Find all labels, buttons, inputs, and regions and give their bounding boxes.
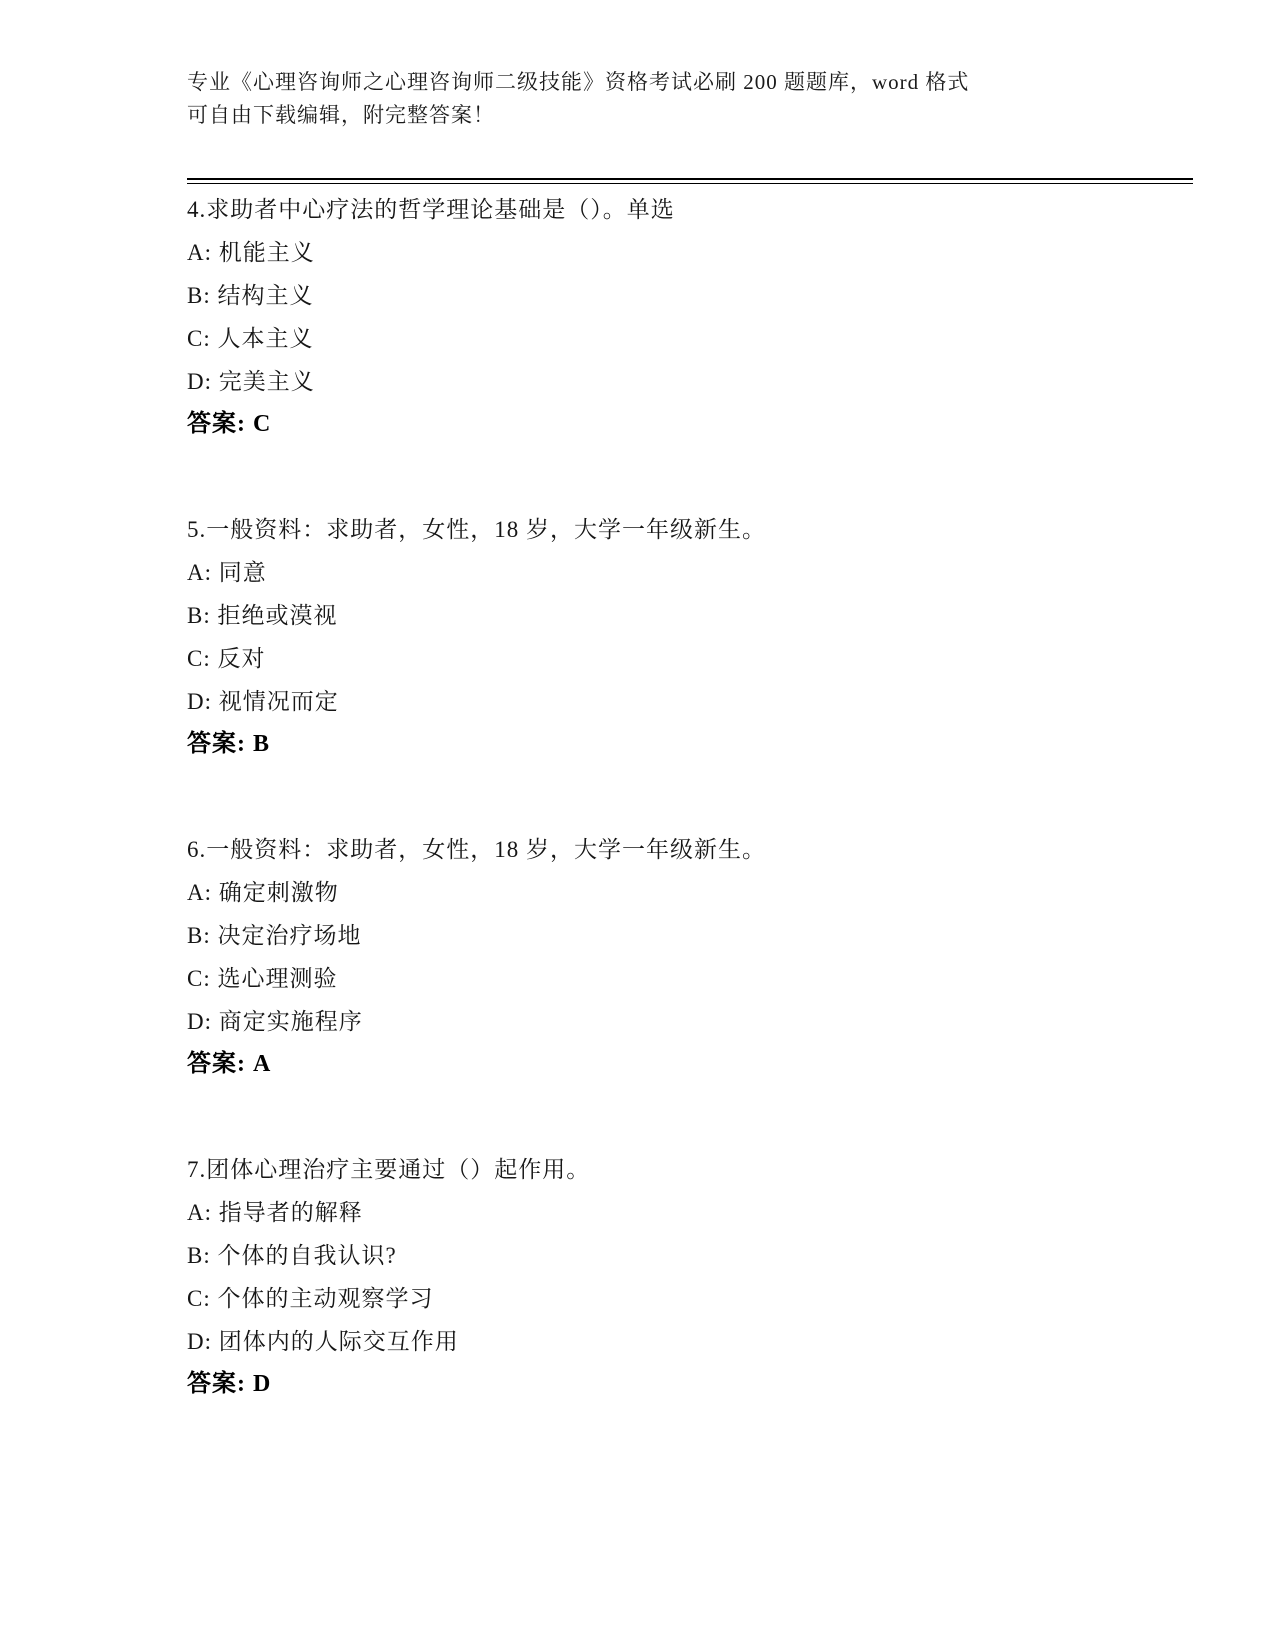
question-option-a: A: 同意 — [187, 560, 267, 585]
question-option-b: B: 决定治疗场地 — [187, 923, 362, 948]
question-option-b: B: 结构主义 — [187, 283, 314, 308]
question-title: 7.团体心理治疗主要通过（）起作用。 — [187, 1157, 591, 1182]
question-title: 5.一般资料：求助者，女性，18 岁，大学一年级新生。 — [187, 517, 766, 542]
question-answer: 答案: C — [187, 411, 272, 437]
question-option-b: B: 个体的自我认识? — [187, 1243, 397, 1268]
question-option-c: C: 人本主义 — [187, 326, 314, 351]
question-answer: 答案: B — [187, 731, 270, 757]
question-block-6 — [187, 828, 1193, 1086]
question-option-d: D: 视情况而定 — [187, 689, 339, 714]
question-block-4 — [187, 188, 1193, 446]
question-list — [187, 188, 1193, 1406]
question-block-7 — [187, 1148, 1193, 1406]
question-option-d: D: 商定实施程序 — [187, 1009, 363, 1034]
header-divider-rule — [187, 178, 1193, 184]
question-option-c: C: 个体的主动观察学习 — [187, 1286, 434, 1311]
question-option-a: A: 确定刺激物 — [187, 880, 339, 905]
question-option-c: C: 选心理测验 — [187, 966, 338, 991]
question-option-a: A: 机能主义 — [187, 240, 315, 265]
question-option-a: A: 指导者的解释 — [187, 1200, 363, 1225]
document-page — [187, 0, 1193, 1468]
header-title-line-1: 专业《心理咨询师之心理咨询师二级技能》资格考试必刷 200 题题库，word 格式 — [187, 70, 970, 94]
question-answer: 答案: A — [187, 1051, 272, 1077]
question-title: 6.一般资料：求助者，女性，18 岁，大学一年级新生。 — [187, 837, 766, 862]
question-option-c: C: 反对 — [187, 646, 266, 671]
question-option-d: D: 团体内的人际交互作用 — [187, 1329, 459, 1354]
question-title: 4.求助者中心疗法的哲学理论基础是（）。单选 — [187, 197, 675, 222]
question-block-5 — [187, 508, 1193, 766]
header-title-line-2: 可自由下载编辑，附完整答案！ — [187, 103, 495, 127]
document-header — [187, 0, 1193, 132]
question-option-b: B: 拒绝或漠视 — [187, 603, 338, 628]
question-answer: 答案: D — [187, 1371, 272, 1397]
question-option-d: D: 完美主义 — [187, 369, 315, 394]
